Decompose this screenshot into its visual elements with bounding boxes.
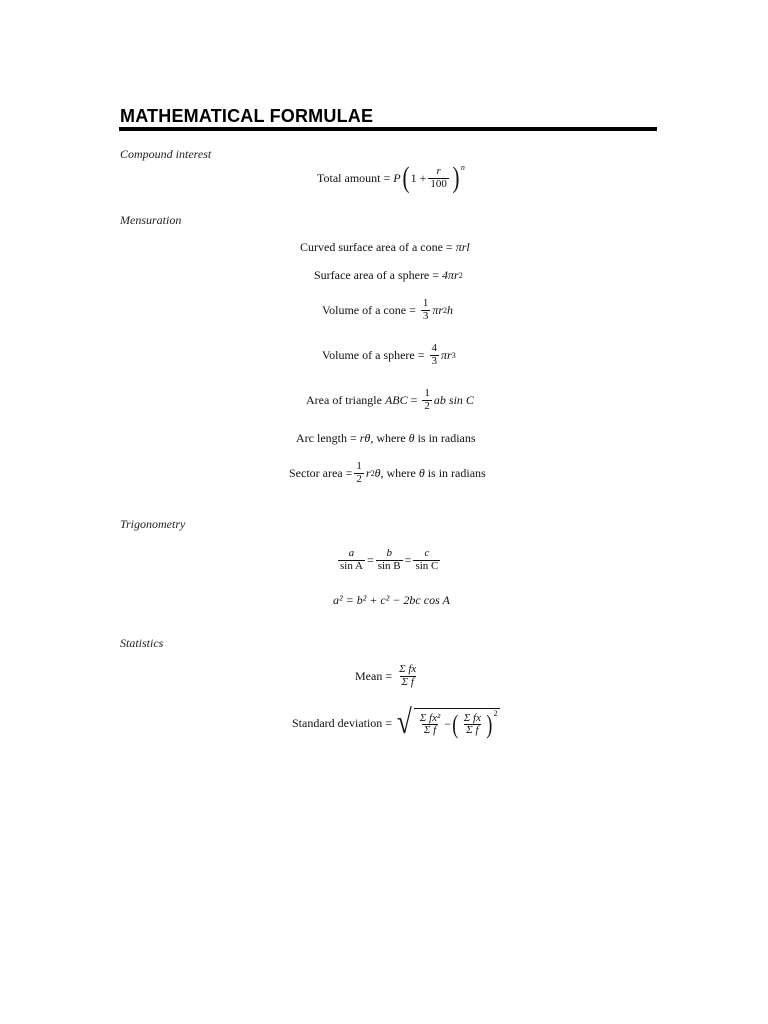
formula-exponent: 2 bbox=[370, 468, 375, 478]
sd-fraction-2 bbox=[462, 713, 483, 737]
formula-sphere-surface bbox=[314, 268, 463, 283]
fraction-numerator: Σ fx² bbox=[419, 711, 441, 724]
formula-fraction bbox=[421, 298, 431, 322]
sine-fraction-c bbox=[413, 548, 440, 572]
fraction-numerator: 1 bbox=[424, 387, 430, 399]
section-trigonometry: Trigonometry bbox=[120, 517, 186, 531]
formula-tail-2: is in radians bbox=[427, 465, 486, 480]
section-statistics: Statistics bbox=[120, 636, 164, 650]
title-rule bbox=[119, 127, 657, 131]
numerator-c: c bbox=[424, 547, 430, 559]
formula-sector-area bbox=[289, 461, 486, 485]
formula-exponent: 2 bbox=[443, 305, 448, 315]
fraction-denominator: Σ f bbox=[466, 724, 479, 737]
formula-fraction bbox=[422, 388, 432, 412]
numerator-a: a bbox=[348, 547, 355, 559]
fraction-denominator: Σ f bbox=[423, 724, 437, 737]
formula-expression: r bbox=[365, 465, 371, 480]
formula-fraction bbox=[430, 343, 440, 367]
formula-text: Curved surface area of a cone = bbox=[300, 240, 453, 254]
formula-expression: πr bbox=[432, 302, 444, 317]
right-paren: ) bbox=[486, 709, 493, 739]
formula-tail: h bbox=[447, 302, 454, 317]
right-paren: ) bbox=[452, 161, 460, 194]
numerator-b: b bbox=[386, 547, 392, 559]
equals-sign: = bbox=[366, 552, 374, 567]
formula-mean bbox=[355, 664, 420, 688]
rate-denominator: 100 bbox=[430, 177, 447, 190]
fraction-denominator: 2 bbox=[356, 472, 362, 485]
rate-fraction bbox=[428, 166, 449, 190]
formula-exponent: 2 bbox=[458, 271, 463, 280]
formula-expression: 4πr bbox=[442, 268, 459, 282]
formula-arc-length bbox=[296, 431, 476, 446]
equals-sign: = bbox=[410, 392, 418, 407]
formula-triangle-area bbox=[306, 388, 474, 412]
formula-sine-rule bbox=[336, 548, 442, 572]
formula-total-amount bbox=[317, 163, 465, 193]
triangle-label: ABC bbox=[384, 392, 408, 407]
formula-text: Volume of a sphere = bbox=[322, 347, 425, 362]
principal-symbol: P bbox=[393, 170, 401, 185]
formula-expression: πrl bbox=[455, 240, 470, 254]
exponent-n: n bbox=[460, 162, 465, 172]
formula-expression: a² = b² + c² − 2bc cos A bbox=[333, 593, 450, 607]
fraction-denominator: 2 bbox=[424, 399, 430, 412]
radical-sign: √ bbox=[396, 704, 412, 741]
fraction-denominator: 3 bbox=[431, 354, 438, 367]
section-mensuration: Mensuration bbox=[120, 213, 182, 227]
formula-cone-volume bbox=[322, 298, 453, 322]
fraction-numerator: 1 bbox=[422, 297, 429, 309]
formula-tail-2: is in radians bbox=[417, 431, 476, 445]
formula-standard-deviation bbox=[292, 704, 500, 741]
one-plus: 1 + bbox=[410, 170, 427, 185]
section-compound-interest: Compound interest bbox=[120, 147, 212, 161]
theta-symbol: θ bbox=[374, 465, 381, 480]
sine-fraction-a bbox=[338, 548, 365, 572]
fraction-denominator: 3 bbox=[422, 309, 429, 322]
formula-tail: , where bbox=[370, 431, 406, 445]
left-paren: ( bbox=[402, 161, 410, 194]
formula-text: Area of triangle bbox=[306, 392, 382, 407]
minus-sign: − bbox=[444, 717, 452, 732]
formula-expression: ab sin C bbox=[433, 392, 474, 407]
formula-expression: πr bbox=[441, 347, 452, 362]
sine-fraction-b bbox=[376, 548, 403, 572]
sd-fraction-1 bbox=[418, 713, 443, 737]
formula-cone-surface bbox=[300, 240, 470, 255]
theta-symbol-2: θ bbox=[418, 465, 425, 480]
formula-cosine-rule bbox=[333, 593, 450, 608]
denominator-sin-a: sin A bbox=[340, 559, 363, 572]
fraction-numerator: Σ fx bbox=[463, 711, 481, 724]
page-title: MATHEMATICAL FORMULAE bbox=[120, 106, 374, 126]
fraction-numerator: 4 bbox=[431, 342, 438, 354]
formula-exponent: 2 bbox=[493, 709, 498, 719]
left-paren: ( bbox=[452, 709, 459, 739]
fraction-numerator: 1 bbox=[356, 460, 362, 472]
rate-numerator: r bbox=[436, 164, 441, 177]
theta-symbol: θ bbox=[408, 431, 415, 445]
formula-sphere-volume bbox=[322, 343, 456, 367]
formula-text: Arc length = bbox=[296, 431, 357, 445]
formula-exponent: 3 bbox=[451, 350, 456, 360]
denominator-sin-b: sin B bbox=[377, 559, 401, 572]
formula-text: Sector area = bbox=[289, 465, 353, 480]
formula-text: Surface area of a sphere = bbox=[314, 268, 440, 282]
radicand bbox=[414, 708, 500, 739]
square-root bbox=[395, 704, 500, 741]
formula-text: Volume of a cone = bbox=[322, 302, 416, 317]
denominator-sin-c: sin C bbox=[415, 559, 439, 572]
formula-fraction bbox=[354, 461, 364, 485]
fraction-denominator: Σ f bbox=[401, 675, 414, 688]
formula-expression: rθ bbox=[359, 431, 371, 445]
fraction-numerator: Σ fx bbox=[399, 663, 417, 675]
formula-fraction bbox=[397, 664, 418, 688]
formula-text: Mean = bbox=[355, 668, 393, 683]
formula-text: Standard deviation = bbox=[292, 715, 393, 730]
equals-sign: = bbox=[404, 552, 412, 567]
formula-label: Total amount = bbox=[317, 170, 391, 185]
formula-tail: , where bbox=[380, 465, 416, 480]
